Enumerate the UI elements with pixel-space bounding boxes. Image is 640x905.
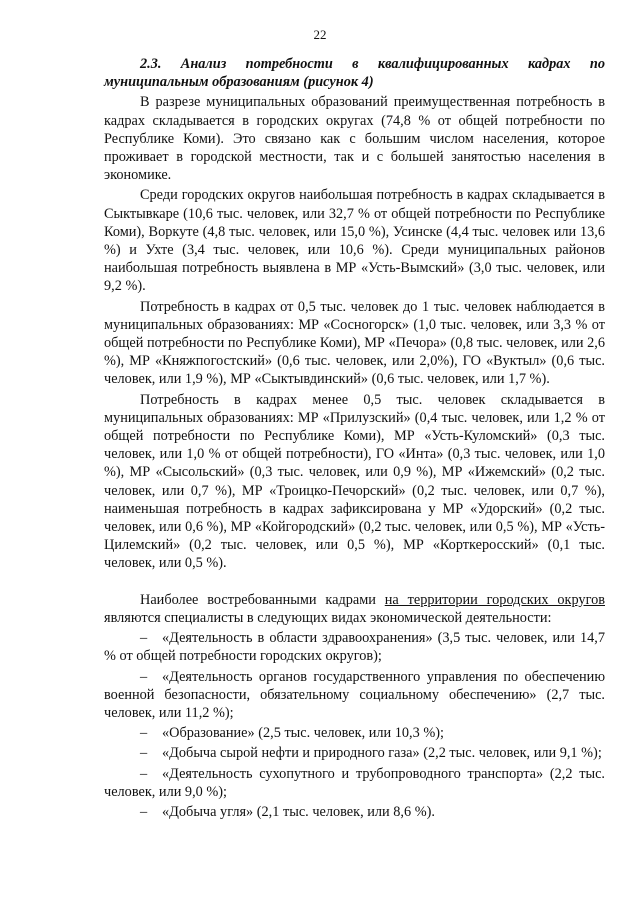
list-item-education [104, 724, 605, 742]
list-item-text: «Деятельность органов государственного управления по обеспечению военной безопасности, обязательному социальному обеспечению» (2,7 тыс. человек, или 11,2 %); [104, 668, 605, 721]
paragraph-city-districts: Среди городских округов наибольшая потребность в кадрах складывается в Сыктывкаре (10,6 тыс. человек, или 32,7 % от общей потребности по Республике Коми), Воркуте (4,8 тыс. человек, или 15,0 %), Усинске (4,4 тыс. человек или 13,6 %) и Ухте (3,4 тыс. человек, или 10,6 %). Среди муниципальных районов наибольшая потребность выявлена в МР «Усть-Вымский» (3,0 тыс. человек, или 9,2 %). [104, 187, 605, 295]
list-item-coal-mining [104, 803, 605, 821]
activity-list [104, 629, 605, 821]
section-heading: 2.3. Анализ потребности в квалифицированных кадрах по муниципальным образованиям (рисунок 4) [104, 56, 605, 91]
dash-marker: – [140, 765, 148, 782]
list-item-transport [104, 765, 605, 801]
document-body [104, 55, 605, 823]
list-item-public-administration [104, 668, 605, 723]
list-item-text: «Деятельность в области здравоохранения» (3,5 тыс. человек, или 14,7 % от общей потребности городских округов); [104, 630, 605, 665]
dash-marker: – [140, 630, 148, 647]
paragraph-municipal-overview: В разрезе муниципальных образований преимущественная потребность в кадрах складывается в городских округах (74,8 % от общей потребности по Республике Коми). Это связано как с большим числом населения, которое проживает в городской местности, так и с большей занятостью населения в экономике. [104, 94, 605, 184]
dash-marker: – [140, 725, 148, 742]
dash-marker: – [140, 803, 148, 820]
dash-marker: – [140, 745, 148, 762]
dash-marker: – [140, 668, 148, 685]
underlined-phrase: на территории городских округов [384, 591, 605, 608]
list-item-healthcare [104, 629, 605, 665]
list-item-text: «Добыча угля» (2,1 тыс. человек, или 8,6 %). [162, 803, 435, 820]
paragraph-demand-below-0-5: Потребность в кадрах менее 0,5 тыс. человек складывается в муниципальных образованиях: МР «Прилузский» (0,4 тыс. человек, или 1,2 % от общей потребности по Республике Коми), МР «Усть-Куломский» (0,3 тыс. человек, или 1,0 % от общей потребности), ГО «Инта» (0,3 тыс. человек, или 1,0 %), МР «Сысольский» (0,3 тыс. человек, или 0,9 %), МР «Ижемский» (0,2 тыс. человек, или 0,7 %), МР «Троицко-Печорский» (0,2 тыс. человек, или 0,7 %), наименьшая потребность в кадрах зафиксирована у МР «Удорский» (0,2 тыс. человек, или 0,6 %), МР «Койгородский» (0,2 тыс. человек, или 0,5 %), МР «Усть-Цилемский» (0,2 тыс. человек, или 0,5 %), МР «Корткеросский» (0,1 тыс. человек, или 0,5 %). [104, 391, 605, 572]
list-item-text: «Деятельность сухопутного и трубопроводного транспорта» (2,2 тыс. человек, или 9,0 %); [104, 765, 605, 800]
paragraph-demand-0-5-to-1: Потребность в кадрах от 0,5 тыс. человек до 1 тыс. человек наблюдается в муниципальных образованиях: МР «Сосногорск» (1,0 тыс. человек, или 3,3 % от общей потребности по Республике Коми), МР «Печора» (0,8 тыс. человек, или 2,6 %), МР «Княжпогостский» (0,6 тыс. человек, или 2,0%), ГО «Вуктыл» (0,6 тыс. человек, или 1,9 %), МР «Сыктывдинский» (0,6 тыс. человек, или 1,7 %). [104, 298, 605, 388]
most-demanded-lead: Наиболее востребованными кадрами [140, 591, 385, 608]
list-item-oil-gas [104, 744, 605, 762]
page-number: 22 [313, 27, 327, 42]
most-demanded-tail: являются специалисты в следующих видах экономической деятельности: [104, 609, 552, 626]
list-item-text: «Образование» (2,5 тыс. человек, или 10,3 %); [162, 725, 444, 742]
paragraph-most-demanded [104, 591, 605, 627]
list-item-text: «Добыча сырой нефти и природного газа» (2,2 тыс. человек, или 9,1 %); [162, 745, 602, 762]
